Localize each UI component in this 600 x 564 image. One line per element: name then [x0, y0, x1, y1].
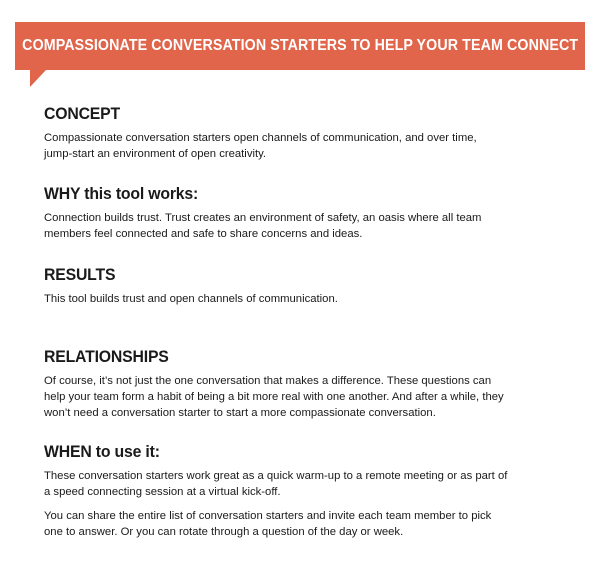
section-concept	[44, 104, 477, 162]
section-text: These conversation starters work great as a quick warm-up to a remote meeting or as part of a speed connecting session at a virtual kick-off.	[44, 470, 508, 498]
section-text: This tool builds trust and open channels of communication.	[44, 293, 338, 305]
section-heading: CONCEPT	[44, 104, 120, 123]
title-banner	[15, 22, 585, 70]
section-results	[44, 265, 338, 307]
section-heading: WHY this tool works:	[44, 184, 199, 203]
section-relationships	[44, 347, 584, 421]
section-heading: WHEN to use it:	[44, 442, 160, 461]
section-text: Connection builds trust. Trust creates an environment of safety, an oasis where all team members feel connected and safe to share concerns and ideas.	[44, 212, 482, 240]
section-text: Of course, it’s not just the one conversation that makes a difference. These questions can help your team form a habit of being a bit more real with one another. And after a while, they won’t need a conversation starter to start a more compassionate conversation.	[44, 375, 504, 419]
section-when	[44, 442, 584, 540]
page-title: COMPASSIONATE CONVERSATION STARTERS TO HELP YOUR TEAM CONNECT	[22, 37, 578, 54]
section-why	[44, 184, 481, 242]
banner-pointer	[30, 70, 46, 87]
section-heading: RELATIONSHIPS	[44, 347, 169, 366]
section-text: Compassionate conversation starters open channels of communication, and over time, jump-start an environment of open creativity.	[44, 132, 477, 160]
section-text: You can share the entire list of conversation starters and invite each team member to pick one to answer. Or you can rotate through a question of the day or week.	[44, 510, 492, 538]
section-heading: RESULTS	[44, 265, 116, 284]
